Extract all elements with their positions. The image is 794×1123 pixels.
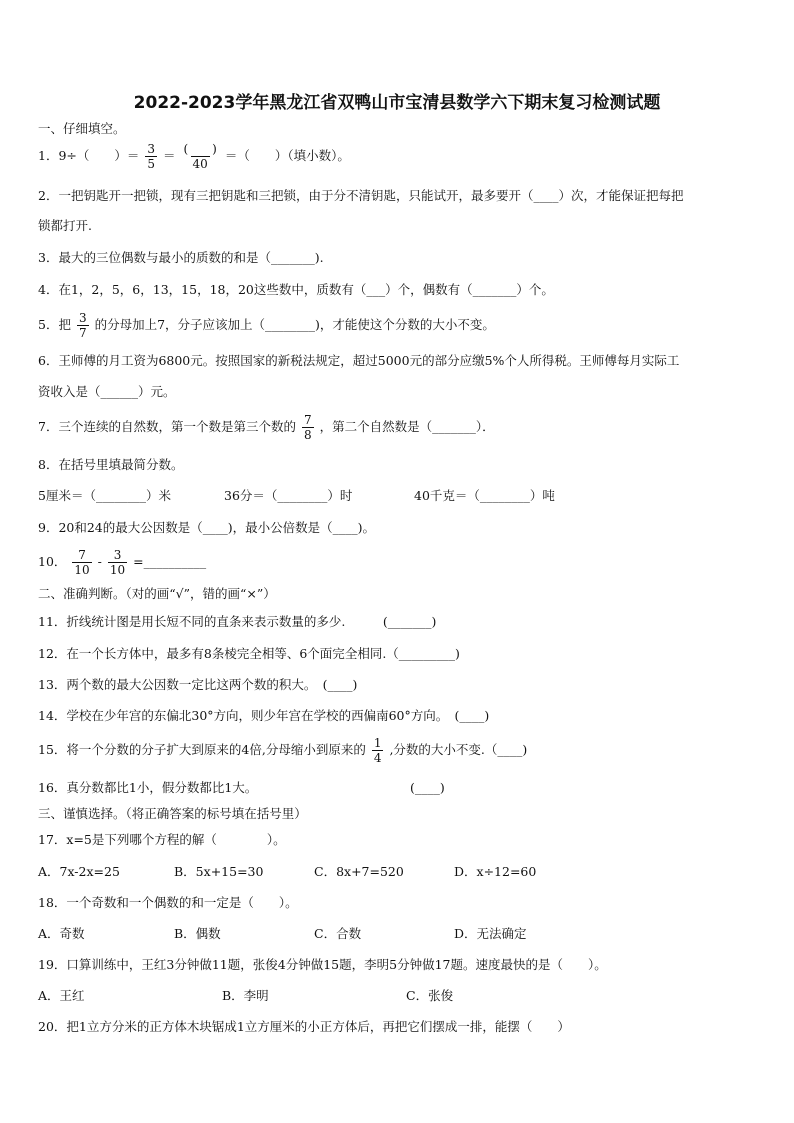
q1-fraction-2 <box>182 142 219 171</box>
q10-f2-denominator: 10 <box>109 563 126 577</box>
q8-part-2: 36分＝（________）时 <box>224 488 353 503</box>
q1-equals: ＝ <box>163 148 176 163</box>
q5-text-a: 5．把 <box>38 317 71 332</box>
question-11: 11．折线统计图是用长短不同的直条来表示数量的多少. (_______) <box>38 614 437 629</box>
q17-option-c: C．8x+7=520 <box>314 864 404 879</box>
q7-numerator: 7 <box>303 413 312 427</box>
q15-text-b: ,分数的大小不变.（____) <box>389 742 528 757</box>
q17-option-a: A．7x-2x=25 <box>38 864 120 879</box>
q1-fraction-1 <box>145 142 157 171</box>
q16-answer-blank: (____) <box>410 780 445 795</box>
q5-numerator: 3 <box>78 311 87 325</box>
q5-text-b: 的分母加上7，分子应该加上（________)，才能使这个分数的大小不变。 <box>94 317 495 332</box>
q18-option-d: D．无法确定 <box>454 926 527 941</box>
q1-f1-numerator: 3 <box>147 142 156 156</box>
q15-denominator: 4 <box>373 751 382 765</box>
q1-f2-denominator: 40 <box>192 157 208 171</box>
question-18: 18．一个奇数和一个偶数的和一定是（ ）。 <box>38 895 298 910</box>
q18-option-c: C．合数 <box>314 926 362 941</box>
q7-text-a: 7．三个连续的自然数，第一个数是第三个数的 <box>38 419 296 434</box>
q19-option-c: C．张俊 <box>406 988 454 1003</box>
question-3: 3．最大的三位偶数与最小的质数的和是（_______). <box>38 250 324 265</box>
q1-text-b: ＝（ ）（填小数）。 <box>224 148 350 163</box>
question-19: 19．口算训练中，王红3分钟做11题，张俊4分钟做15题，李明5分钟做17题。速度最快的是（ ）。 <box>38 957 607 972</box>
page-title: 2022-2023学年黑龙江省双鸭山市宝清县数学六下期末复习检测试题 <box>133 93 661 113</box>
question-10 <box>38 548 206 577</box>
q18-option-a: A．奇数 <box>38 926 85 941</box>
q1-f2-numerator: ( ) <box>183 142 217 156</box>
q10-minus: - <box>97 554 102 569</box>
q7-denominator: 8 <box>303 428 312 442</box>
question-17: 17．x=5是下列哪个方程的解（ ）。 <box>38 832 286 847</box>
q7-text-b: ，第二个自然数是（_______）． <box>319 419 495 434</box>
q10-f1-numerator: 7 <box>78 548 86 562</box>
question-2-line-2: 锁都打开. <box>38 218 92 233</box>
question-7 <box>38 413 495 442</box>
q15-text-a: 15．将一个分数的分子扩大到原来的4倍,分母缩小到原来的 <box>38 742 366 757</box>
question-4: 4．在1，2，5，6，13，15，18，20这些数中，质数有（___）个，偶数有（_______）个。 <box>38 282 554 297</box>
question-2-line-1: 2．一把钥匙开一把锁，现有三把钥匙和三把锁，由于分不清钥匙，只能试开，最多要开（____）次，才能保证把每把 <box>38 188 684 203</box>
section-3-heading: 三、谨慎选择。（将正确答案的标号填在括号里） <box>38 806 307 821</box>
q18-option-b: B．偶数 <box>174 926 221 941</box>
question-14: 14．学校在少年宫的东偏北30°方向，则少年宫在学校的西偏南60°方向。 (____) <box>38 708 490 723</box>
q5-fraction <box>77 311 89 340</box>
question-9: 9．20和24的最大公因数是（____)，最小公倍数是（____)。 <box>38 520 376 535</box>
question-20: 20．把1立方分米的正方体木块锯成1立方厘米的小正方体后，再把它们摆成一排，能摆（ ） <box>38 1019 570 1034</box>
section-1-heading: 一、仔细填空。 <box>38 121 126 136</box>
question-6-line-1: 6．王师傅的月工资为6800元。按照国家的新税法规定，超过5000元的部分应缴5%个人所得税。王师傅每月实际工 <box>38 353 680 368</box>
section-2-heading: 二、准确判断。（对的画“√”，错的画“×”） <box>38 586 276 601</box>
q19-option-a: A．王红 <box>38 988 85 1003</box>
question-8: 8．在括号里填最简分数。 <box>38 457 184 472</box>
question-12: 12．在一个长方体中，最多有8条棱完全相等、6个面完全相同.（_________) <box>38 646 460 661</box>
q10-f1-denominator: 10 <box>74 563 90 577</box>
question-16 <box>38 780 257 796</box>
q15-numerator: 1 <box>373 736 382 750</box>
q17-option-b: B．5x+15=30 <box>174 864 264 879</box>
q7-fraction <box>302 413 314 442</box>
q1-f1-denominator: 5 <box>147 157 156 171</box>
q10-f2-numerator: 3 <box>113 548 122 562</box>
q10-fraction-1 <box>72 548 91 577</box>
q16-text: 16．真分数都比1小，假分数都比1大。 <box>38 780 258 795</box>
q19-option-b: B．李明 <box>222 988 269 1003</box>
q17-option-d: D．x÷12=60 <box>454 864 537 879</box>
question-6-line-2: 资收入是（______）元。 <box>38 384 176 399</box>
question-15 <box>38 736 527 765</box>
question-1 <box>38 142 350 171</box>
q10-fraction-2 <box>108 548 127 577</box>
question-5 <box>38 311 495 340</box>
q1-text-a: 1．9÷（ ）＝ <box>38 148 140 163</box>
question-13: 13．两个数的最大公因数一定比这两个数的积大。 (____) <box>38 677 358 692</box>
q8-part-3: 40千克＝（________）吨 <box>414 488 555 503</box>
q15-fraction <box>372 736 384 765</box>
q10-text-b: =__________ <box>133 554 207 569</box>
q5-denominator: 7 <box>78 326 87 340</box>
q8-part-1: 5厘米＝（________）米 <box>38 488 171 503</box>
q10-text-a: 10． <box>38 554 67 569</box>
